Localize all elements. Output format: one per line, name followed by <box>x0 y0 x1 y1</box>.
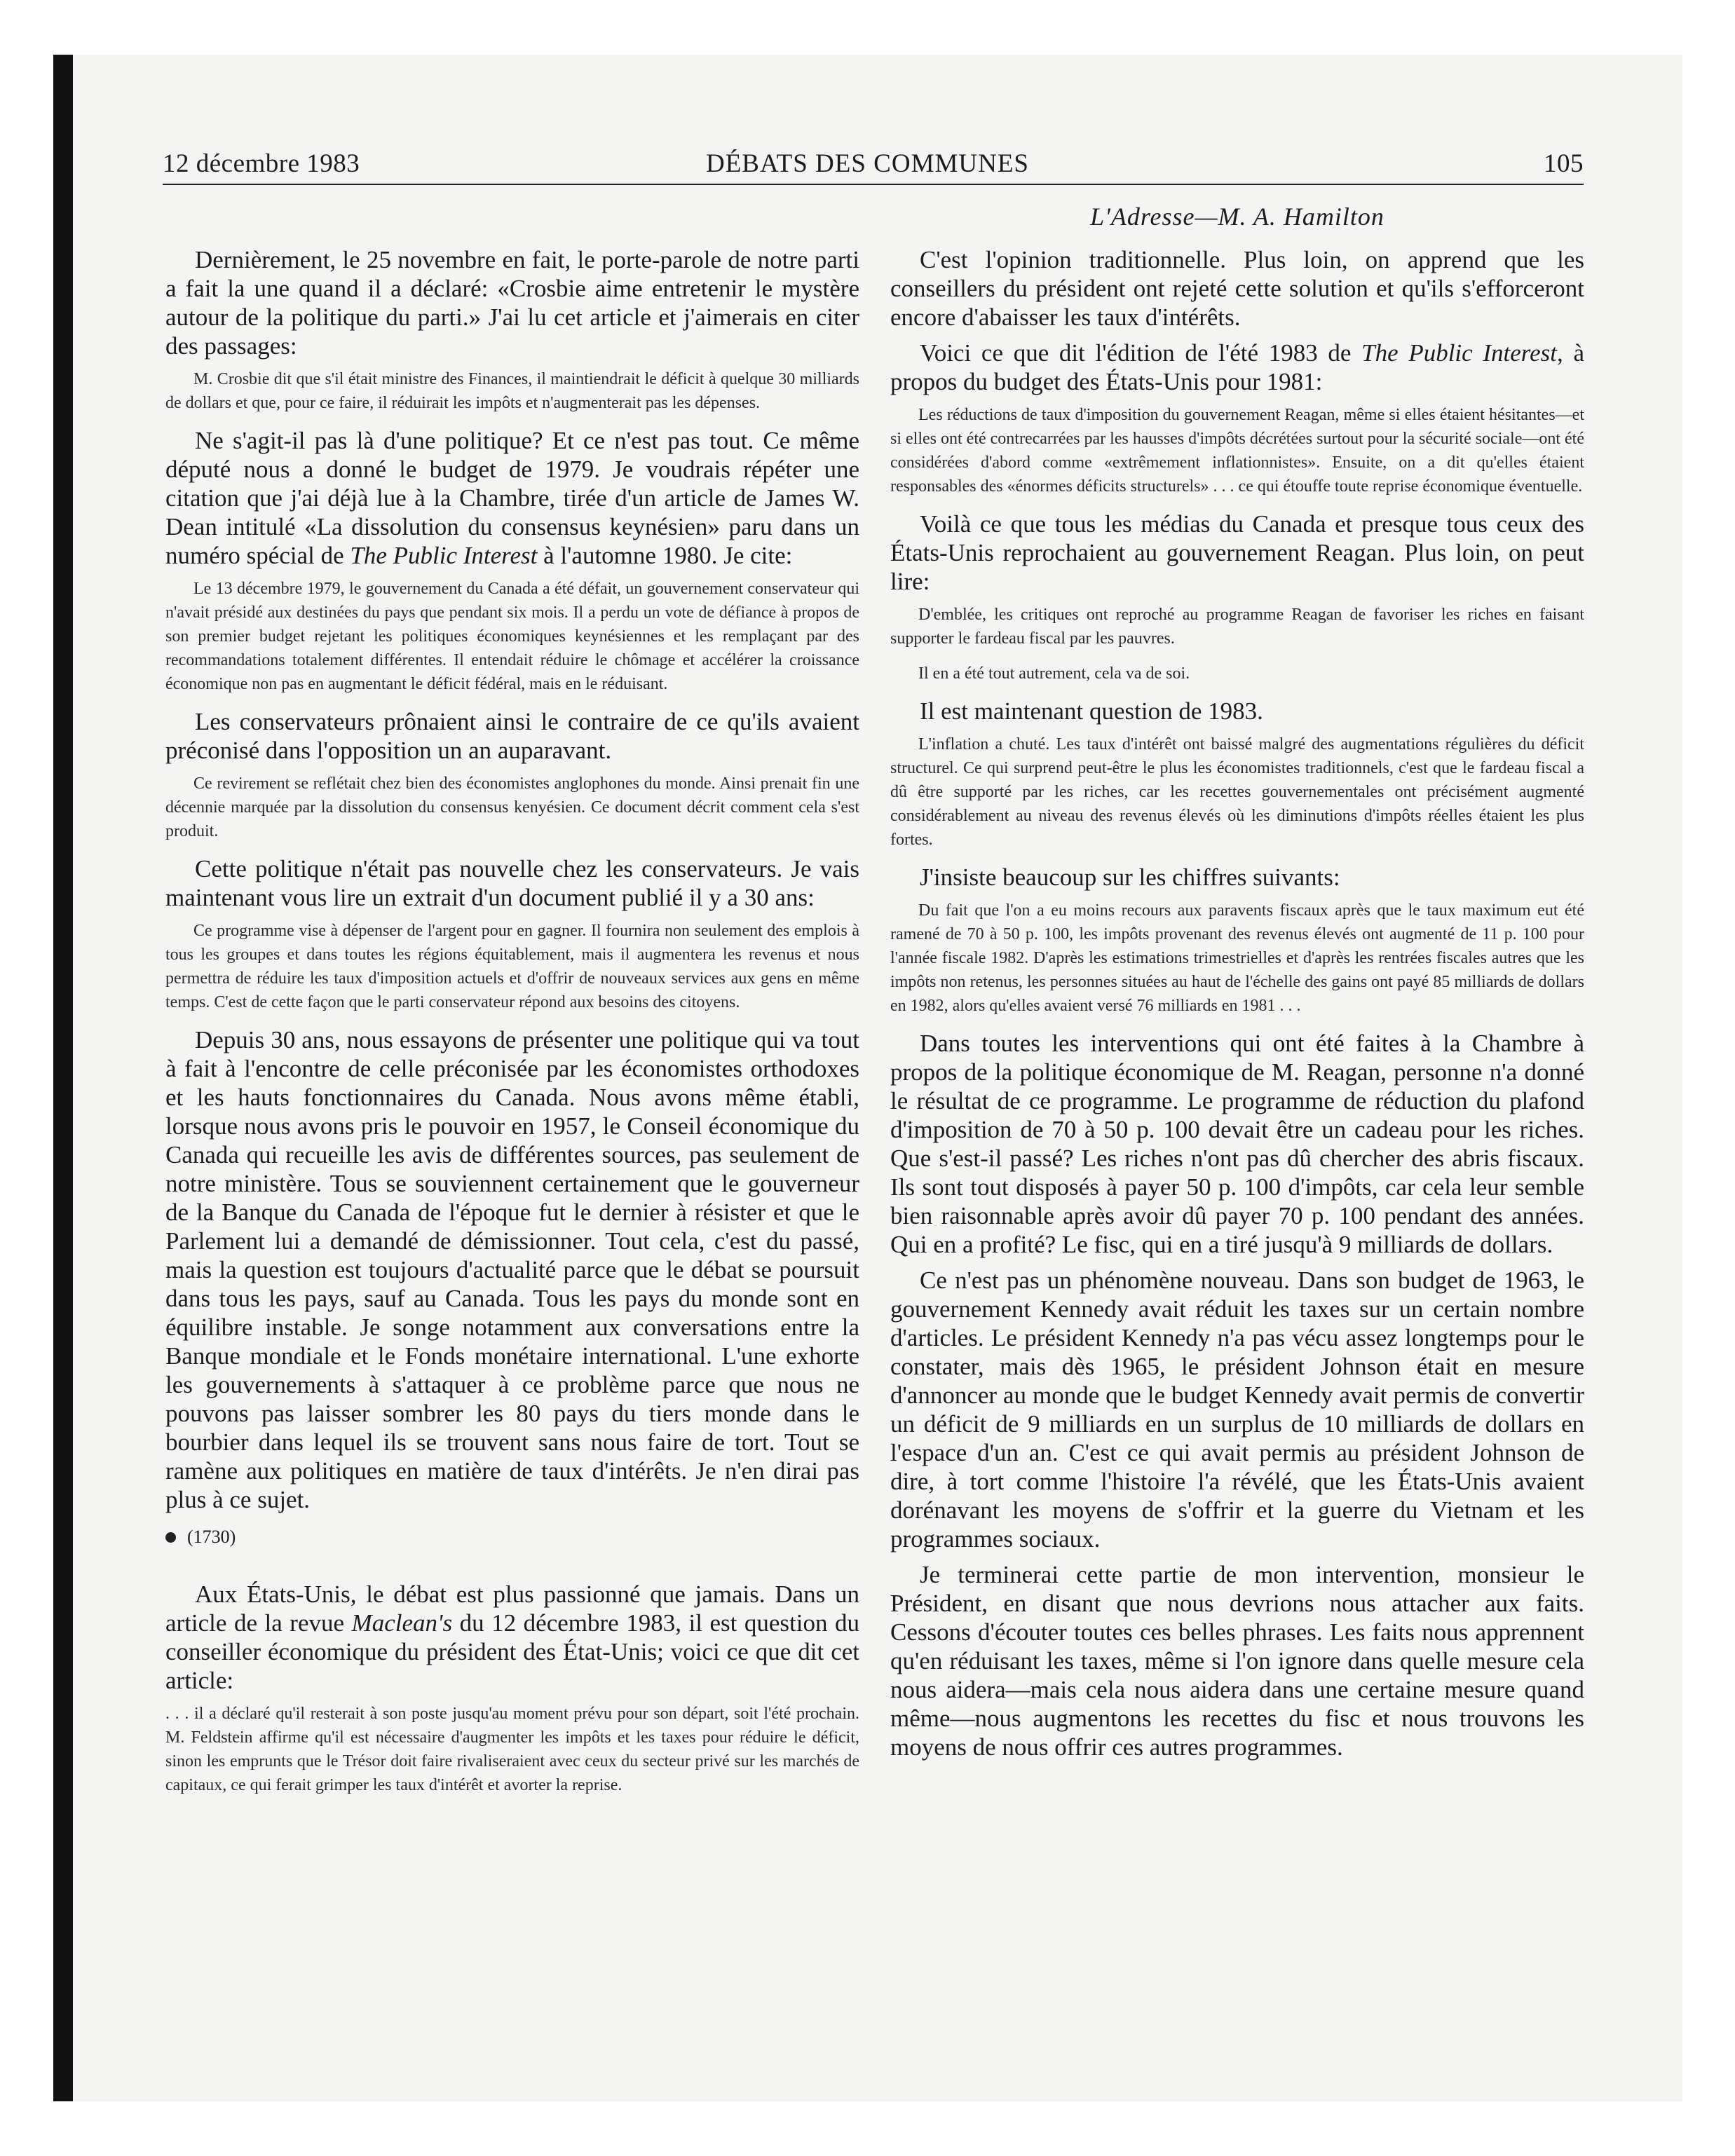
speech-paragraph <box>165 1580 859 1695</box>
speech-paragraph: Les conservateurs prônaient ainsi le contraire de ce qu'ils avaient préconisé dans l'opposition un an auparavant. <box>165 708 859 764</box>
text-run: à l'automne 1980. Je cite: <box>537 542 793 569</box>
right-column <box>890 245 1584 1768</box>
quotation: Les réductions de taux d'imposition du gouvernement Reagan, même si elles étaient hésitantes—et si elles ont été contrecarrées par les hausses d'impôts décrétées surtout pour la sécurité sociale—ont été considérées d'abord comme «extrêmement inflationnistes». Ensuite, on a dit qu'elles étaient responsables des «énormes déficits structurels» . . . ce qui étouffe toute reprise économique éventuelle. <box>890 406 1584 496</box>
speech-paragraph: Depuis 30 ans, nous essayons de présenter une politique qui va tout à fait à l'encontre de celle préconisée par les économistes orthodoxes et les hauts fonctionnaires du Canada. Nous avons même établi, lorsque nous avons pris le pouvoir en 1957, le Conseil économique du Canada qui recueille les avis de différentes sources, pas seulement de notre ministère. Tous se souviennent certainement que le gouverneur de la Banque du Canada de l'époque fut le dernier à résister et que le Parlement lui a demandé de démissionner. Tout cela, c'est du passé, mais la question est toujours d'actualité parce que le débat se poursuit dans tous les pays, sauf au Canada. Tous les pays du monde sont en équilibre instable. Je songe notamment aux conversations entre la Banque mondiale et le Fonds monétaire international. L'une exhorte les gouvernements à s'attaquer à ce problème parce que nous ne pouvons pas laisser sombrer les 80 pays du tiers monde dans le bourbier dans lequel ils se trouvent sans nous faire de tort. Tout se ramène aux politiques en matière de taux d'intérêts. Je n'en dirai pas plus à ce sujet. <box>165 1026 859 1513</box>
left-column <box>165 245 859 1808</box>
publication-title: The Public Interest <box>350 542 538 569</box>
quotation: Du fait que l'on a eu moins recours aux paravents fiscaux après que le taux maximum eut été ramené de 70 à 50 p. 100, les impôts provenant des revenus élevés ont augmenté de 11 p. 100 pour l'année fiscale 1982. D'après les estimations trimestrielles et d'après les rentrées fiscales autres que les impôts non retenus, les personnes situées au haut de l'échelle des gains ont payé 85 milliards de dollars en 1982, alors qu'elles avaient versé 76 milliards en 1981 . . . <box>890 901 1584 1015</box>
quotation: Il en a été tout autrement, cela va de soi. <box>918 664 1190 683</box>
text-run: Aux États-Unis, le débat est plus passionné que jamais. Dans un article de la revue <box>165 1581 859 1637</box>
header-date: 12 décembre 1983 <box>163 149 360 178</box>
header-title: DÉBATS DES COMMUNES <box>705 149 1029 178</box>
text-run: Ne s'agit-il pas là d'une politique? Et ce n'est pas tout. Ce même député nous a donné le budget de 1979. Je voudrais répéter une citation que j'ai déjà lue à la Chambre, tirée d'un article de James W. Dean intitulé «La dissolution du consensus keynésien» paru dans un numéro spécial de <box>165 427 859 569</box>
speech-paragraph: Dernièrement, le 25 novembre en fait, le porte-parole de notre parti a fait la une quand il a déclaré: «Crosbie aime entretenir le mystère autour de la politique du parti.» J'ai lu cet article et j'aimerais en citer des passages: <box>165 246 859 360</box>
speech-paragraph: J'insiste beaucoup sur les chiffres suivants: <box>920 864 1340 891</box>
quotation: Le 13 décembre 1979, le gouvernement du Canada a été défait, un gouvernement conservateur qui n'avait présidé aux destinées du pays que pendant six mois. Il a perdu un vote de défiance à propos de son premier budget rejetant les politiques économiques keynésiennes et les remplaçant par des recommandations totalement différentes. Il entendait réduire le chômage et accélérer la croissance économique non pas en augmentant le déficit fédéral, mais en le réduisant. <box>165 580 859 693</box>
speech-paragraph: Voilà ce que tous les médias du Canada et presque tous ceux des États-Unis reprochaient au gouvernement Reagan. Plus loin, on peut lire: <box>890 510 1584 595</box>
text-run: , à propos du budget des États-Unis pour 1981: <box>890 339 1584 395</box>
scan-edge <box>53 55 73 2101</box>
quotation: M. Crosbie dit que s'il était ministre des Finances, il maintiendrait le déficit à quelque 30 milliards de dollars et que, pour ce faire, il réduirait les impôts et n'augmenterait pas les dépenses. <box>165 370 859 412</box>
quotation: D'emblée, les critiques ont reproché au programme Reagan de favoriser les riches en faisant supporter le fardeau fiscal par les pauvres. <box>890 606 1584 648</box>
speech-paragraph: C'est l'opinion traditionnelle. Plus loin, on apprend que les conseillers du président ont rejeté cette solution et qu'ils s'efforceront encore d'abaisser les taux d'intérêts. <box>890 246 1584 331</box>
quotation: . . . il a déclaré qu'il resterait à son poste jusqu'au moment prévu pour son départ, soit l'été prochain. M. Feldstein affirme qu'il est nécessaire d'augmenter les impôts et les taxes pour réduire le déficit, sinon les emprunts que le Trésor doit faire rivaliseraient avec ceux du secteur privé sur les marchés de capitaux, ce qui ferait grimper les taux d'intérêt et avorter la reprise. <box>165 1705 859 1794</box>
header-rule <box>163 184 1584 185</box>
page-number: 105 <box>1544 149 1584 178</box>
publication-title: Maclean's <box>351 1609 453 1637</box>
text-run: du 12 décembre 1983, il est question du conseiller économique du président des État-Unis; voici ce que dit cet article: <box>165 1609 859 1694</box>
speech-paragraph <box>165 426 859 570</box>
speech-paragraph: Cette politique n'était pas nouvelle chez les conservateurs. Je vais maintenant vous lire un extrait d'un document publié il y a 30 ans: <box>165 855 859 911</box>
text-run: Voici ce que dit l'édition de l'été 1983 de <box>920 339 1362 367</box>
speech-paragraph: Je terminerai cette partie de mon intervention, monsieur le Président, en disant que nous devrions nous attacher aux faits. Cessons d'écouter toutes ces belles phrases. Les faits nous apprennent qu'en réduisant les taxes, même si l'on ignore dans quelle mesure cela nous aidera—mais cela nous aidera dans une certaine mesure quand même—nous augmentons les recettes du fisc et nous trouvons les moyens de nous offrir ces autres programmes. <box>890 1561 1584 1761</box>
time-marker-text: (1730) <box>187 1527 236 1547</box>
quotation: L'inflation a chuté. Les taux d'intérêt ont baissé malgré des augmentations régulières du déficit structurel. Ce qui surprend peut-être le plus les économistes traditionnels, c'est que le fardeau fiscal a dû être supporté par les riches, car les recettes gouvernementales ont précisément augmenté considérablement au niveau des revenus élevés où les diminutions d'impôts réelles étaient les plus fortes. <box>890 735 1584 849</box>
speech-paragraph: Dans toutes les interventions qui ont été faites à la Chambre à propos de la politique économique de M. Reagan, personne n'a donné le résultat de ce programme. Le programme de réduction du plafond d'imposition de 70 à 50 p. 100 devait être un cadeau pour les riches. Que s'est-il passé? Les riches n'ont pas dû chercher des abris fiscaux. Ils sont tout disposés à payer 50 p. 100 d'impôts, car cela leur semble bien raisonnable après avoir dû payer 70 p. 100 pendant des années. Qui en a profité? Le fisc, qui en a tiré jusqu'à 9 milliards de dollars. <box>890 1030 1584 1258</box>
running-head: L'Adresse—M. A. Hamilton <box>1090 203 1384 231</box>
speech-paragraph: Il est maintenant question de 1983. <box>920 697 1263 725</box>
speech-paragraph: Ce n'est pas un phénomène nouveau. Dans son budget de 1963, le gouvernement Kennedy avait réduit les taxes sur un certain nombre d'articles. Le président Kennedy n'a pas vécu assez longtemps pour le constater, mais dès 1965, le président Johnson était en mesure d'annoncer au monde que le budget Kennedy avait permis de convertir un déficit de 9 milliards en un surplus de 10 milliards de dollars en l'espace d'un an. C'est ce qui avait permis au président Johnson de dire, à tort comme l'histoire l'a révélé, que les États-Unis avaient dorénavant les moyens de s'offrir et la guerre du Vietnam et les programmes sociaux. <box>890 1267 1584 1553</box>
publication-title: The Public Interest <box>1361 339 1557 367</box>
bullet-icon <box>165 1532 176 1543</box>
time-marker <box>165 1527 859 1548</box>
quotation: Ce programme vise à dépenser de l'argent pour en gagner. Il fournira non seulement des emplois à tous les groupes et dans toutes les régions équitablement, mais il augmentera les revenus et nous permettra de réduire les taux d'imposition actuels et d'offrir de nouveaux services aux gens en même temps. C'est de cette façon que le parti conservateur répond aux besoins des citoyens. <box>165 922 859 1011</box>
quotation: Ce revirement se reflétait chez bien des économistes anglophones du monde. Ainsi prenait fin une décennie marquée par la dissolution du consensus kenyésien. Ce document décrit comment cela s'est produit. <box>165 775 859 840</box>
speech-paragraph <box>890 339 1584 396</box>
